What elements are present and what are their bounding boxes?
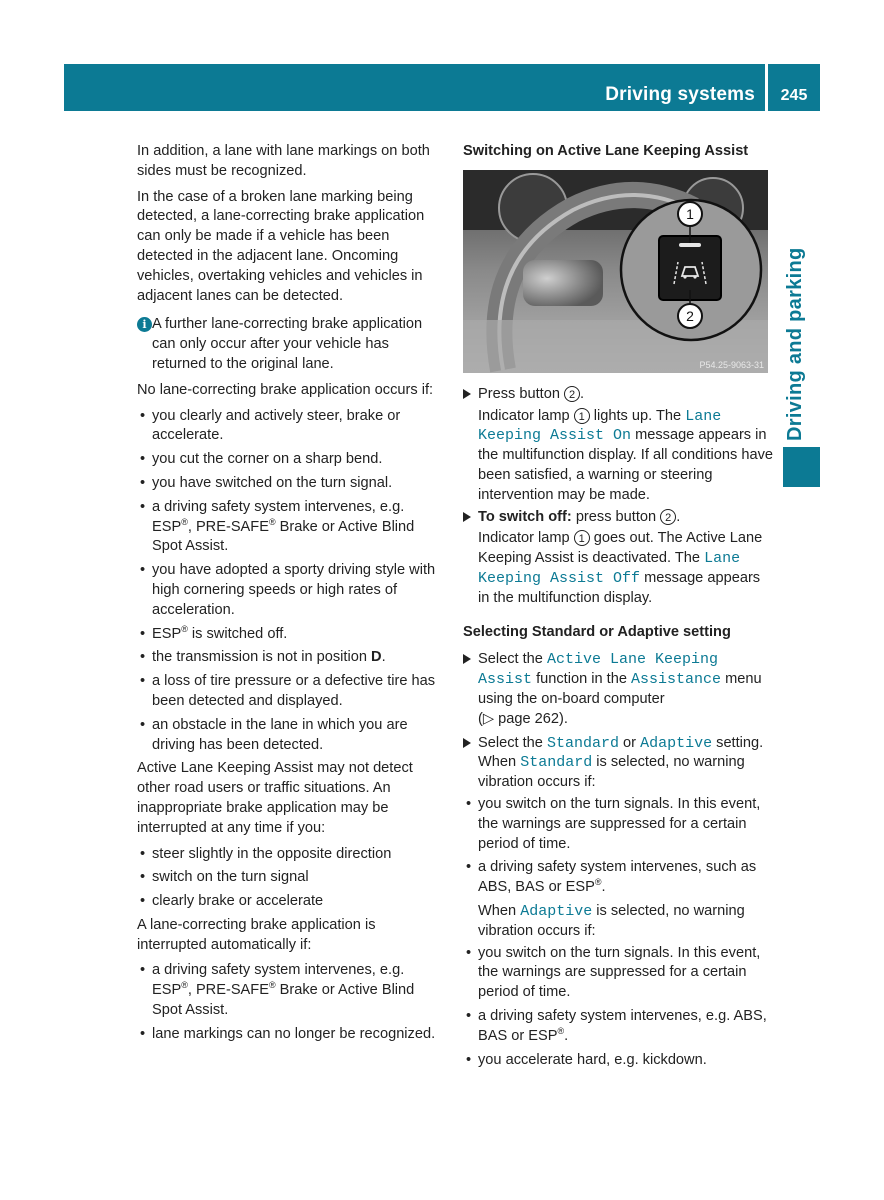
adaptive-conditions-list <box>463 944 773 1071</box>
page-reference: (▷ page 262). <box>478 710 568 727</box>
list-item: • an obstacle in the lane in which you are driving has been detected. <box>137 716 447 756</box>
chapter-tab-marker <box>783 447 820 487</box>
info-icon: i <box>137 317 152 332</box>
page-number-box <box>768 64 820 111</box>
callout-2-ref: 2 <box>564 386 580 402</box>
paragraph: In the case of a broken lane marking being detected, a lane-correcting brake application can only be made if a vehicle has been detected in the adjacent lane. Oncoming vehicles, overtaking vehicles and vehicles in adjacent lanes can be detected. <box>137 188 425 304</box>
step-description: Indicator lamp 1 lights up. The Lane Keeping Assist On message appears in the multifunction display. If all conditions have been satisfied, a warning or steering intervention may be made. <box>478 407 774 503</box>
standard-conditions-list <box>463 795 773 898</box>
list-item: • a driving safety system intervenes, e.g. ESP®, PRE-SAFE® Brake or Active Blind Spot Assist. <box>137 961 447 1020</box>
indicator-lamp <box>679 243 701 247</box>
step-arrow-icon <box>463 389 471 399</box>
wheel-spoke <box>523 260 603 306</box>
callout-1-label: 1 <box>686 205 694 222</box>
cockpit-illustration <box>463 170 768 373</box>
list-item: • a loss of tire pressure or a defective tire has been detected and displayed. <box>137 672 447 712</box>
section-heading: Switching on Active Lane Keeping Assist <box>463 143 749 159</box>
list-item: • you accelerate hard, e.g. kickdown. <box>463 1051 773 1071</box>
list-item: • clearly brake or accelerate <box>137 892 447 912</box>
paragraph: No lane-correcting brake application occurs if: <box>137 381 434 398</box>
callout-1-ref: 1 <box>574 530 590 546</box>
step-arrow-icon <box>463 738 471 748</box>
callout-1-ref: 1 <box>574 408 590 424</box>
figure-code: P54.25-9063-31 <box>699 359 764 370</box>
step-switch-off: To switch off: press button 2 . <box>463 508 773 528</box>
info-text: A further lane-correcting brake application can only occur after your vehicle has returned to the original lane. <box>152 316 423 372</box>
left-column <box>137 142 447 1049</box>
paragraph: Active Lane Keeping Assist may not detect other road users or traffic situations. An inappropriate brake application may be interrupted at any time if you: <box>137 760 413 836</box>
list-item: • you have adopted a sporty driving style with high cornering speeds or high rates of acceleration. <box>137 561 447 620</box>
condition-list <box>137 407 447 756</box>
list-item: • switch on the turn signal <box>137 868 447 888</box>
list-item: • lane markings can no longer be recognized. <box>137 1025 447 1045</box>
step-select-function: Select the Active Lane Keeping Assist function in the Assistance menu using the on-board computer (▷ page 262). <box>463 650 773 729</box>
paragraph: A lane-correcting brake application is interrupted automatically if: <box>137 916 376 953</box>
list-item: • steer slightly in the opposite direction <box>137 845 447 865</box>
list-item: • you clearly and actively steer, brake or accelerate. <box>137 407 447 447</box>
auto-interrupt-list <box>137 961 447 1044</box>
info-note <box>137 315 447 374</box>
menu-function-name: Active Lane Keeping Assist <box>478 651 718 689</box>
section-heading: Selecting Standard or Adaptive setting <box>463 623 731 640</box>
list-item: • you have switched on the turn signal. <box>137 474 447 494</box>
interrupt-list <box>137 845 447 912</box>
list-item: • ESP® is switched off. <box>137 625 447 645</box>
setting-standard: Standard <box>546 734 619 752</box>
cockpit-photo <box>463 170 768 373</box>
callout-2-ref: 2 <box>660 509 676 525</box>
setting-adaptive: Adaptive <box>640 734 713 752</box>
step-arrow-icon <box>463 654 471 664</box>
callout-2-label: 2 <box>686 307 694 324</box>
paragraph: When Adaptive is selected, no warning vibration occurs if: <box>478 902 745 939</box>
list-item: • you switch on the turn signals. In this event, the warnings are suppressed for a certain period of time. <box>463 944 773 1003</box>
setting-adaptive: Adaptive <box>520 902 593 920</box>
right-column <box>463 142 773 1074</box>
list-item: • the transmission is not in position D. <box>137 648 447 668</box>
chapter-tab-label: Driving and parking <box>784 247 806 441</box>
list-item: • a driving safety system intervenes, such as ABS, BAS or ESP®. <box>463 858 773 898</box>
step-select-setting: Select the Standard or Adaptive setting. When Standard is selected, no warning vibration occurs if: <box>463 734 773 793</box>
page-number: 245 <box>780 87 808 104</box>
step-arrow-icon <box>463 512 471 522</box>
section-title: Driving systems <box>605 84 755 105</box>
setting-standard: Standard <box>520 754 593 772</box>
display-message: Lane Keeping Assist On <box>478 407 722 445</box>
step-description: Indicator lamp 1 goes out. The Active Lane Keeping Assist is deactivated. The Lane Keeping Assist Off message appears in the multifunction display. <box>478 530 763 606</box>
display-message: Lane Keeping Assist Off <box>478 550 741 587</box>
list-item: • a driving safety system intervenes, e.g. ESP®, PRE-SAFE® Brake or Active Blind Spot Assist. <box>137 498 447 557</box>
step-press-button: Press button 2 . <box>463 385 773 405</box>
list-item: • you switch on the turn signals. In this event, the warnings are suppressed for a certain period of time. <box>463 795 773 854</box>
header-bar <box>64 64 765 111</box>
paragraph: In addition, a lane with lane markings on both sides must be recognized. <box>137 143 430 179</box>
list-item: • you cut the corner on a sharp bend. <box>137 450 447 470</box>
menu-name: Assistance <box>631 671 722 689</box>
list-item: • a driving safety system intervenes, e.g. ABS, BAS or ESP®. <box>463 1007 773 1047</box>
